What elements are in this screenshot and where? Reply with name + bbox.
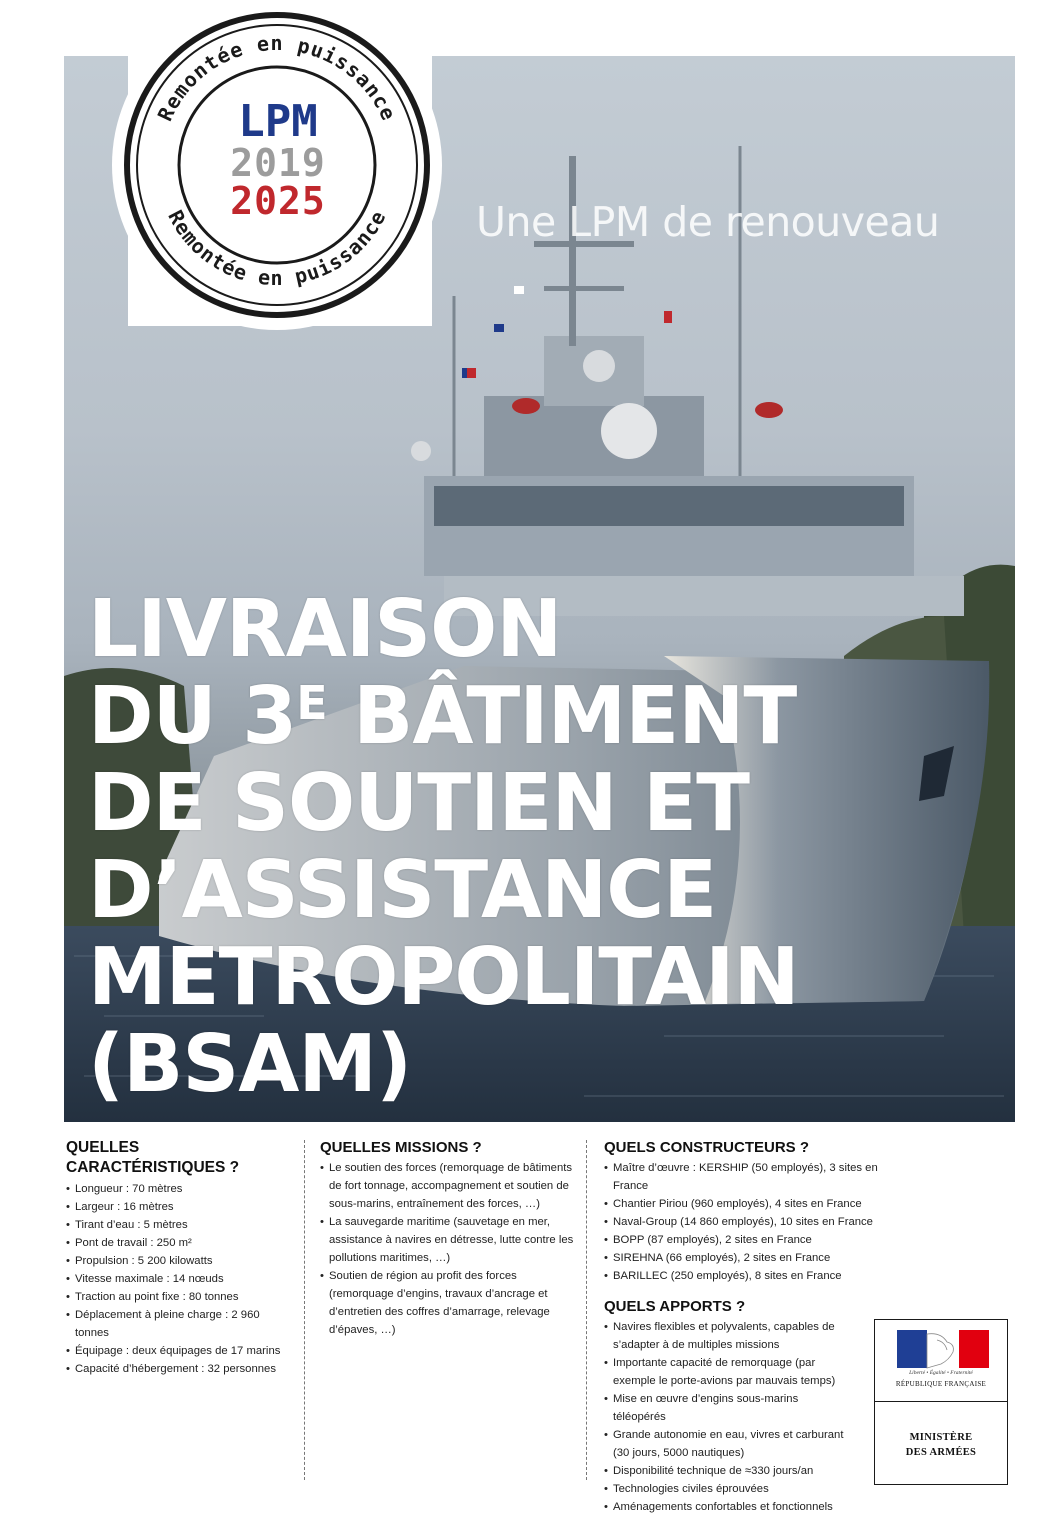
- list-item: • Disponibilité technique de ≈330 jours/an: [604, 1462, 854, 1480]
- lpm-year-start: 2019: [230, 141, 326, 185]
- list-item: • La sauvegarde maritime (sauvetage en mer, assistance à navires en détresse, lutte contre les pollutions maritimes, …): [320, 1213, 580, 1267]
- subtitle: Une LPM de renouveau: [476, 198, 940, 246]
- headline-line: (BSAM): [88, 1018, 412, 1110]
- column-divider: [304, 1140, 305, 1480]
- list-item: • Soutien de région au profit des forces (remorquage d’engins, travaux d’ancrage et d’entretien des coffres d’amarrage, relevage d’épaves, …): [320, 1267, 580, 1339]
- list-item: • Vitesse maximale : 14 nœuds: [66, 1270, 291, 1288]
- list-item: • Aménagements confortables et fonctionnels: [604, 1498, 854, 1516]
- headline-line: METROPOLITAIN: [88, 931, 799, 1023]
- list-item: • Technologies civiles éprouvées: [604, 1480, 854, 1498]
- list-item: • Importante capacité de remorquage (par exemple le porte-avions par mauvais temps): [604, 1354, 854, 1390]
- stamp-ring-bottom: Remontée en puissance: [163, 206, 391, 290]
- list-item: • Mise en œuvre d’engins sous-marins téléopérés: [604, 1390, 854, 1426]
- list-item: • Longueur : 70 mètres: [66, 1180, 291, 1198]
- headline-line: D’ASSISTANCE: [88, 844, 717, 936]
- republic-motto: Liberté • Égalité • Fraternité: [909, 1370, 973, 1376]
- list-item: • Capacité d’hébergement : 32 personnes: [66, 1360, 291, 1378]
- list-item: • Pont de travail : 250 m²: [66, 1234, 291, 1252]
- list-item: • Maître d’œuvre : KERSHIP (50 employés), 3 sites en France: [604, 1159, 914, 1195]
- missions-section: [320, 1138, 580, 1339]
- characteristics-section: [66, 1138, 291, 1378]
- builders-list: [604, 1159, 914, 1285]
- list-item: • Grande autonomie en eau, vivres et carburant (30 jours, 5000 nautiques): [604, 1426, 854, 1462]
- benefits-title: QUELS APPORTS ?: [604, 1298, 746, 1315]
- missions-title: QUELLES MISSIONS ?: [320, 1139, 482, 1156]
- headline-line: LIVRAISON: [88, 583, 562, 675]
- list-item: • Tirant d’eau : 5 mètres: [66, 1216, 291, 1234]
- headline-line: DE SOUTIEN ET: [88, 757, 749, 849]
- lpm-stamp-center: [228, 96, 328, 223]
- benefits-list: [604, 1318, 854, 1516]
- list-item: • Équipage : deux équipages de 17 marins: [66, 1342, 291, 1360]
- republic-name: RÉPUBLIQUE FRANÇAISE: [895, 1380, 987, 1388]
- headline: [88, 583, 988, 1110]
- lpm-title: LPM: [238, 96, 318, 147]
- missions-list: [320, 1159, 580, 1339]
- builders-benefits-section: [604, 1138, 914, 1516]
- list-item: • Traction au point fixe : 80 tonnes: [66, 1288, 291, 1306]
- column-divider: [586, 1140, 587, 1480]
- republique-francaise-block: [875, 1320, 1007, 1402]
- list-item: • SIREHNA (66 employés), 2 sites en France: [604, 1249, 914, 1267]
- ministry-logo: [874, 1319, 1008, 1485]
- headline-superscript: E: [296, 676, 327, 730]
- list-item: • Déplacement à pleine charge : 2 960 tonnes: [66, 1306, 291, 1342]
- builders-title: QUELS CONSTRUCTEURS ?: [604, 1139, 810, 1156]
- headline-line: DU $3^E$ BÂTIMENT: [88, 670, 797, 762]
- list-item: • Naval-Group (14 860 employés), 10 sites en France: [604, 1213, 914, 1231]
- list-item: • BARILLEC (250 employés), 8 sites en France: [604, 1267, 914, 1285]
- list-item: • Largeur : 16 mètres: [66, 1198, 291, 1216]
- lpm-year-end: 2025: [230, 179, 326, 223]
- characteristics-title: QUELLES CARACTÉRISTIQUES ?: [66, 1139, 240, 1176]
- list-item: • Propulsion : 5 200 kilowatts: [66, 1252, 291, 1270]
- stamp-ring-top: Remontée en puissance: [152, 31, 402, 125]
- list-item: • Le soutien des forces (remorquage de bâtiments de fort tonnage, accompagnement et soutien de sous-marins, entraînement des forces, …): [320, 1159, 580, 1213]
- list-item: • BOPP (87 employés), 2 sites en France: [604, 1231, 914, 1249]
- ministry-name: MINISTÈRE DES ARMÉES: [905, 1432, 977, 1458]
- list-item: • Navires flexibles et polyvalents, capables de s’adapter à de multiples missions: [604, 1318, 854, 1354]
- list-item: • Chantier Piriou (960 employés), 4 sites en France: [604, 1195, 914, 1213]
- marianne-icon: [897, 1330, 989, 1368]
- characteristics-list: [66, 1180, 291, 1378]
